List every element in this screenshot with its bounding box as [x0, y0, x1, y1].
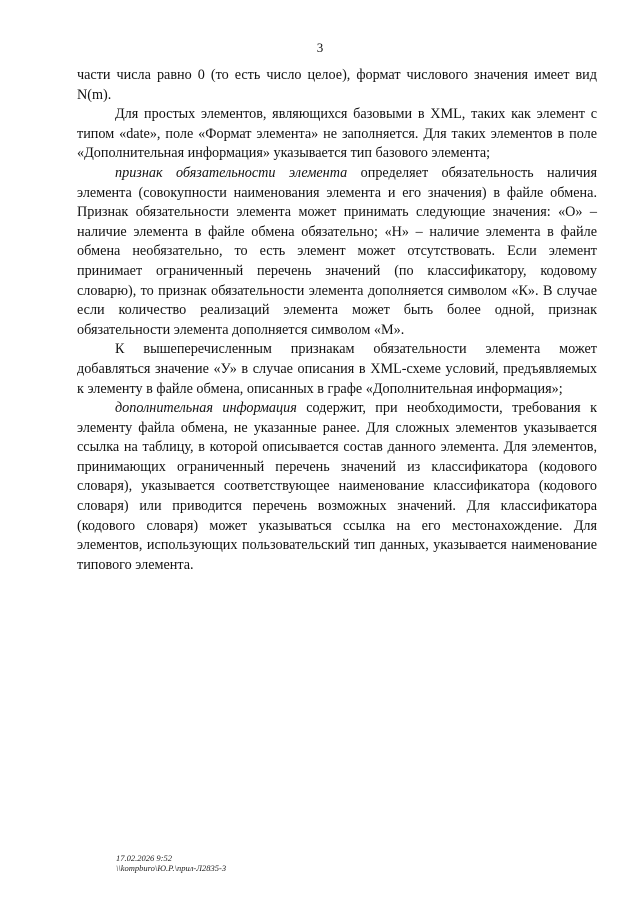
paragraph-value-u: [77, 340, 597, 399]
document-body: [77, 66, 597, 575]
paragraph-text: определяет обязательность наличия элемента (совокупности наименования элемента и его значения) в файле обмена. Признак обязательности элемента может принимать следующие значения: «О» – наличие элемента в файле обмена обязательно; «Н» – наличие элемента в файле обмена необязательно, то есть элемент может отсутствовать. Если элемент принимает ограниченный перечень значений (по классификатору, кодовому словарю), то признак обязательности элемента дополняется символом «К». В случае если количество реализаций элемента может быть более одной, признак обязательности элемента дополняется символом «М».: [77, 164, 597, 338]
page-number: 3: [316, 40, 324, 55]
term-additional-info: дополнительная информация: [115, 400, 297, 417]
footer-path: \\kompburo\Ю.Р.\прил-Л2835-3: [116, 863, 227, 873]
paragraph-text: части числа равно 0 (то есть число целое), формат числового значения имеет вид N(m).: [77, 67, 597, 103]
paragraph-additional-info: [77, 399, 597, 575]
paragraph-text: К вышеперечисленным признакам обязательности элемента может добавляться значение «У» в случае описания в XML-схеме условий, предъявляемых к элементу в файле обмена, описанных в графе «Дополнительная информация»;: [77, 341, 597, 397]
paragraph-text: Для простых элементов, являющихся базовыми в XML, таких как элемент с типом «date», поле «Формат элемента» не заполняется. Для таких элементов в поле «Дополнительная информация» указывается тип базового элемента;: [77, 106, 597, 162]
paragraph-simple-elements: [77, 105, 597, 164]
footer-stamp: [116, 853, 226, 873]
term-mandatory-attribute: признак обязательности элемента: [115, 164, 348, 181]
paragraph-mandatory-attribute: [77, 164, 597, 340]
footer-date: 17.02.2026 9:52: [116, 853, 172, 863]
paragraph-format-continuation: [77, 66, 597, 105]
paragraph-text: содержит, при необходимости, требования к элементу файла обмена, не указанные ранее. Для сложных элементов указывается ссылка на таблицу, в которой описывается состав данного элемента. Для элементов, принимающих ограниченный перечень значений из классификатора (кодового словаря), указывается соответствующее наименование классификатора (кодового словаря) или приводится перечень возможных значений. Для классификатора (кодового словаря) может указываться ссылка на его местонахождение. Для элементов, использующих пользовательский тип данных, указывается наименование типового элемента.: [77, 400, 597, 573]
